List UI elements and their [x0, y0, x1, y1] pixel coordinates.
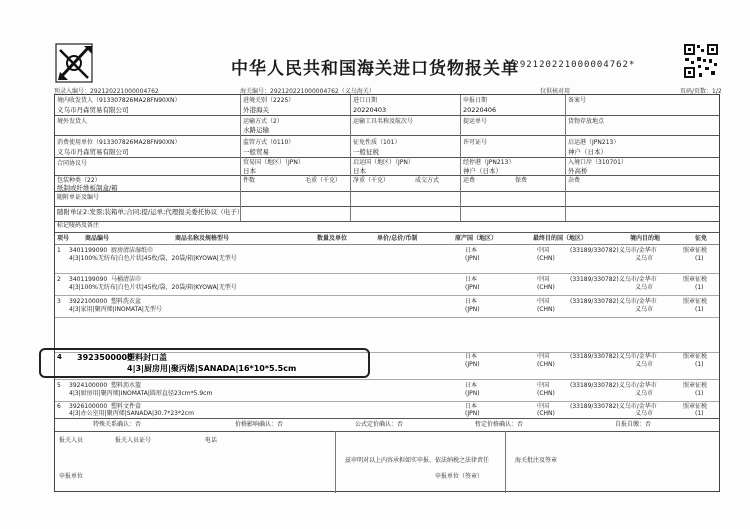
record-number-label: 备案号	[568, 97, 587, 104]
col-exempt-header: 征免	[695, 235, 708, 242]
insurance-label: 保费	[515, 177, 528, 184]
departure-port-label: 启运港（JPN213）	[568, 139, 620, 146]
verification-note: 仅供核对用	[540, 88, 571, 95]
transit-port-label: 经停港（JPN213）	[463, 159, 515, 166]
col-domestic-header: 境内目的地	[630, 235, 661, 242]
pre-entry-number: 预录入编号：292120221000004762	[54, 88, 159, 95]
import-date-value: 20220403	[353, 106, 387, 114]
consignee-label: 境内收发货人（913307826MA28FN90XN）	[57, 97, 181, 104]
license-label: 许可证号	[463, 139, 488, 146]
consignee-value: 义乌市丹森贸易有限公司	[57, 106, 129, 114]
gross-weight-label: 毛重（千克）	[305, 177, 342, 184]
origin-country-label: 启运国（地区）（JPN）	[353, 159, 414, 166]
trade-country-label: 贸易国（地区）（JPN）	[243, 159, 304, 166]
col-name-header: 商品名称及规格型号	[175, 235, 230, 242]
customs-number: 海关编号：292120221000004762（义乌海关）	[240, 88, 375, 95]
consumer-value: 义乌市丹森贸易有限公司	[57, 148, 129, 156]
marks-label: 标记唛码及备注	[57, 222, 100, 229]
declaration-form: 境内收发货人（913307826MA28FN90XN） 义乌市丹森贸易有限公司 进境关别（2225） 外港海关 进口日期 20220403 申报日期 20220406 备案号 境外发货人 运输方式（2） 水路运输 运输工具名称及航次号 提运单号 货物存放地点 消费使用单位（913307826MA28FN90XN） 义乌市丹森贸易有限公司 监管方式（0110） 一般贸易 征免性质（101） 一般征税 许可证号 启运港（JPN213） 神户（日本） 合同协议号 贸易国（地区）（JPN） 日本 启运国（地区）（JPN） 日本 经停港（JPN213） 神户（日本） 入境口岸（310701） 外高桥 包装种类（22） 纸制或纤维板制盒/箱 件数 毛重（千克） 净重（千克） 成交方式 运费 保费 杂费 随附单证及编号 随附单证2:发票;装箱单;合同;提/运单;代理报关委托协议（电子） 标记唛码及备注 项号 商品编号 商品名称及规格型号 数量及单位 单价/总价/币制 原产国（地区） 最终目的国（地区） 境内目的地 征免 1 3401199090 厨房清洁湿纸巾 4|3|100%无纺布|白色片状|45枚/袋，20袋/箱|KYOWA|无型号 日本 (JPN) 中国 (CHN) (33189/330782)义乌市/金华市 义乌市 照章征税 (1) 2 3401199090 马桶清洁巾 4|3|100%无纺布|白色片状|45枚/袋，20袋/箱|KYOWA|无型号 日本 (JPN) 中国 (CHN) (33189/330782)义乌市/金华市 义乌市 照章征税 (1) 3 3922100000 塑料洗衣盆 4|3|家用|聚丙烯|INOMATA|无型号 日本 (JPN) 中国 (CHN) (33189/330782)义乌市/金华市 义乌市 照章征税 (1) 4 3923500000 塑料封口盖 4|3|厨房用|聚丙烯|SANADA|16*10*5.5cm 日本 (JPN) 中国 (CHN) (33189/330782)义乌市/金华市 义乌市 照章征税 (1) 5 3924100000 塑料沥水篮 4|3|厨房用|聚丙烯|INOMATA|圆形直径23cm*5.9cm 日本 (JPN) 中国 (CHN) (33189/330782)义乌市/金华市 义乌市 照章征税 (1) 6 3926100000 塑料文件盒 4|3|办公室用|聚丙烯|SANADA|30.7*23*2cm 日本 (JPN) 中国 (CHN) (33189/330782)义乌市/金华市 义乌市 照章征税 (1) 特殊关系确认：否 价格影响确认：否 公式定价确认：否 暂定价格确认：否 自报自缴：否 报关人员 报关人员证号 电话 兹申明对以上内容承担如实申报、依法纳税之法律责任 海关批注及签章 申报单位 申报单位（签章）	[54, 94, 720, 492]
import-date-label: 进口日期	[353, 97, 378, 104]
transport-mode-value: 水路运输	[243, 126, 269, 134]
qr-code-icon	[683, 43, 719, 79]
declare-date-value: 20220406	[463, 106, 497, 114]
vessel-label: 运输工具名称及航次号	[353, 118, 414, 125]
misc-fee-label: 杂费	[568, 177, 581, 184]
freight-label: 运费	[463, 177, 476, 184]
tax-nature-value: 一般征税	[353, 148, 379, 156]
entry-customs-label: 进境关别（2225）	[243, 97, 295, 104]
declarant-label: 报关人员	[59, 437, 84, 444]
price-influence-confirm: 价格影响确认：否	[235, 421, 284, 428]
barcode-text: *292120221000004762*	[507, 60, 636, 70]
packing-type-value: 纸制或纤维板制盒/箱	[57, 184, 118, 192]
col-price-header: 单价/总价/币制	[377, 235, 418, 242]
departure-port-value: 神户（日本）	[568, 148, 607, 156]
tax-nature-label: 征免性质（101）	[353, 139, 401, 146]
documents-label: 随附单证及编号	[57, 194, 100, 201]
entry-customs-value: 外港海关	[243, 106, 269, 114]
deal-mode-label: 成交方式	[415, 177, 440, 184]
col-qty-header: 数量及单位	[317, 235, 348, 242]
documents-value: 随附单证2:发票;装箱单;合同;提/运单;代理报关委托协议（电子）	[57, 208, 244, 216]
transit-port-value: 神户（日本）	[463, 167, 502, 175]
supervision-label: 监管方式（0110）	[243, 139, 295, 146]
packing-type-label: 包装种类（22）	[57, 177, 101, 184]
special-relation-confirm: 特殊关系确认：否	[93, 421, 142, 428]
self-tax-confirm: 自报自缴：否	[615, 421, 652, 428]
document-title: 中华人民共和国海关进口货物报关单	[231, 59, 519, 79]
quantity-label: 件数	[243, 177, 256, 184]
customs-annotation-label: 海关批注及签章	[515, 457, 558, 464]
entry-port-value: 外高桥	[568, 167, 588, 175]
contract-label: 合同协议号	[57, 160, 88, 167]
supervision-value: 一般贸易	[243, 148, 269, 156]
col-dest-header: 最终目的国（地区）	[533, 235, 588, 242]
entry-port-label: 入境口岸（310701）	[568, 159, 627, 166]
overseas-shipper-label: 境外发货人	[57, 118, 88, 125]
formula-price-confirm: 公式定价确认：否	[355, 421, 404, 428]
tentative-price-confirm: 暂定价格确认：否	[475, 421, 524, 428]
declaring-unit-label: 申报单位	[59, 473, 84, 480]
declarant-number-label: 报关人员证号	[115, 437, 152, 444]
origin-country-value: 日本	[353, 167, 366, 175]
col-no-header: 项号	[57, 235, 70, 242]
bill-of-lading-label: 提运单号	[463, 118, 488, 125]
consumer-label: 消费使用单位（913307826MA28FN90XN）	[57, 139, 181, 146]
highlight-annotation-box	[39, 348, 370, 378]
legal-statement: 兹申明对以上内容承担如实申报、依法纳税之法律责任	[345, 457, 490, 464]
storage-place-label: 货物存放地点	[568, 118, 605, 125]
phone-label: 电话	[205, 437, 218, 444]
transport-mode-label: 运输方式（2）	[243, 118, 283, 125]
col-code-header: 商品编号	[85, 235, 110, 242]
declare-date-label: 申报日期	[463, 97, 488, 104]
col-origin-header: 原产国（地区）	[455, 235, 498, 242]
declaring-unit-seal: 申报单位（签章）	[435, 473, 484, 480]
page-indicator: 页码/页数：1/2	[680, 88, 722, 95]
net-weight-label: 净重（千克）	[353, 177, 390, 184]
trade-country-value: 日本	[243, 167, 256, 175]
